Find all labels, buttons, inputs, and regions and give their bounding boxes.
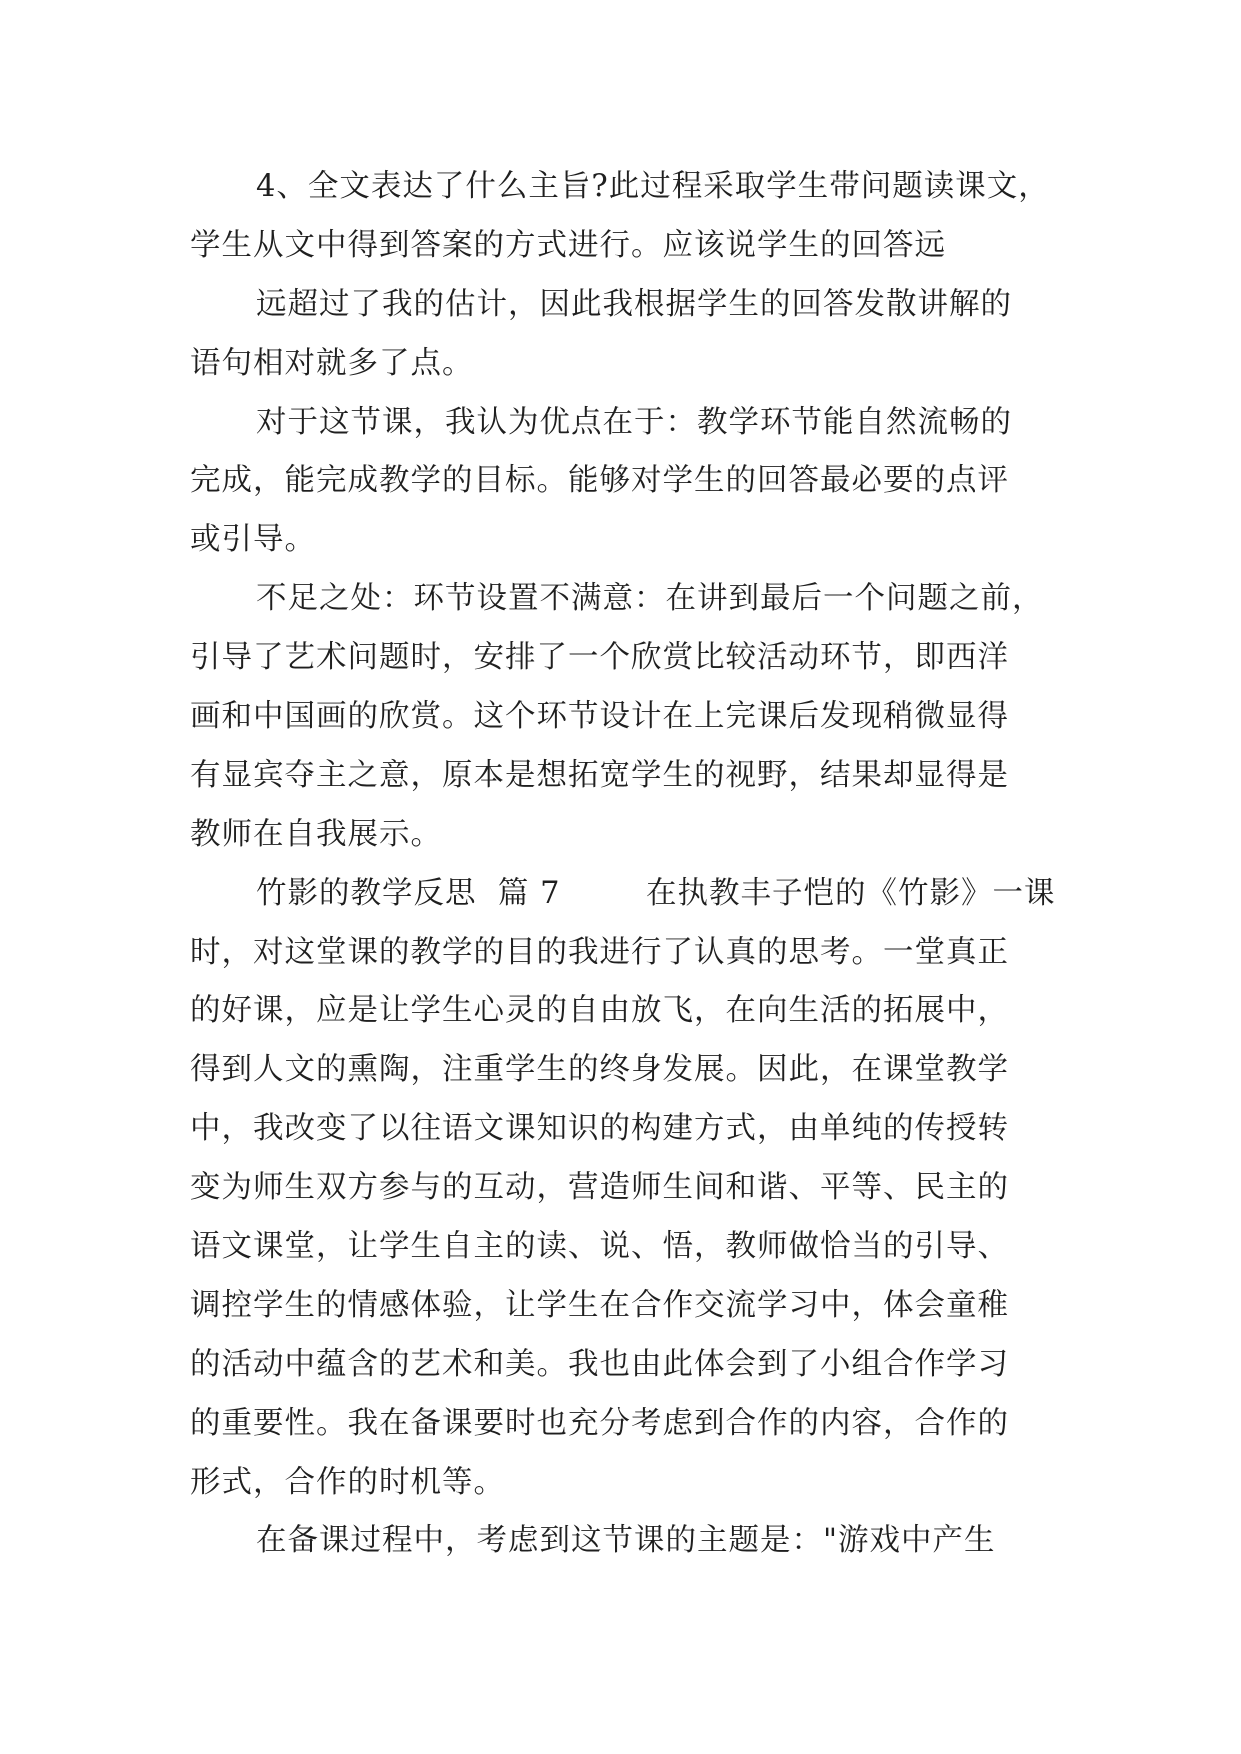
text-line: 在备课过程中，考虑到这节课的主题是："游戏中产生 bbox=[256, 1523, 996, 1559]
text-line: 4、全文表达了什么主旨?此过程采取学生带问题读课文， bbox=[256, 169, 1050, 204]
text-line: 形式，合作的时机等。 bbox=[190, 1464, 505, 1500]
body-text bbox=[190, 158, 1056, 1571]
text-line: 中，我改变了以往语文课知识的构建方式，由单纯的传授转 bbox=[190, 1111, 1009, 1147]
text-line: 得到人文的熏陶，注重学生的终身发展。因此，在课堂教学 bbox=[190, 1052, 1009, 1088]
text-line: 完成，能完成教学的目标。能够对学生的回答最必要的点评 bbox=[190, 463, 1009, 499]
text-line: 学生从文中得到答案的方式进行。应该说学生的回答远 bbox=[190, 227, 946, 263]
text-line: 或引导。 bbox=[190, 522, 316, 558]
text-line: 对于这节课，我认为优点在于：教学环节能自然流畅的 bbox=[256, 404, 1012, 440]
text-line: 的好课，应是让学生心灵的自由放飞，在向生活的拓展中， bbox=[190, 993, 1009, 1029]
text-line: 引导了艺术问题时，安排了一个欣赏比较活动环节，即西洋 bbox=[190, 640, 1009, 676]
text-line: 不足之处：环节设置不满意：在讲到最后一个问题之前， bbox=[256, 581, 1044, 617]
text-line: 竹影的教学反思 篇 7 在执教丰子恺的《竹影》一课 bbox=[256, 875, 1056, 911]
text-line: 教师在自我展示。 bbox=[190, 816, 442, 852]
text-line: 远超过了我的估计，因此我根据学生的回答发散讲解的 bbox=[256, 286, 1012, 322]
text-line: 的重要性。我在备课要时也充分考虑到合作的内容，合作的 bbox=[190, 1405, 1009, 1441]
text-line: 变为师生双方参与的互动，营造师生间和谐、平等、民主的 bbox=[190, 1170, 1009, 1206]
text-line: 语句相对就多了点。 bbox=[190, 345, 474, 381]
text-line: 有显宾夺主之意，原本是想拓宽学生的视野，结果却显得是 bbox=[190, 757, 1009, 793]
text-line: 画和中国画的欣赏。这个环节设计在上完课后发现稍微显得 bbox=[190, 699, 1009, 735]
text-line: 调控学生的情感体验，让学生在合作交流学习中，体会童稚 bbox=[190, 1287, 1009, 1323]
text-line: 时，对这堂课的教学的目的我进行了认真的思考。一堂真正 bbox=[190, 934, 1009, 970]
text-line: 语文课堂，让学生自主的读、说、悟，教师做恰当的引导、 bbox=[190, 1229, 1009, 1265]
text-line: 的活动中蕴含的艺术和美。我也由此体会到了小组合作学习 bbox=[190, 1346, 1009, 1382]
